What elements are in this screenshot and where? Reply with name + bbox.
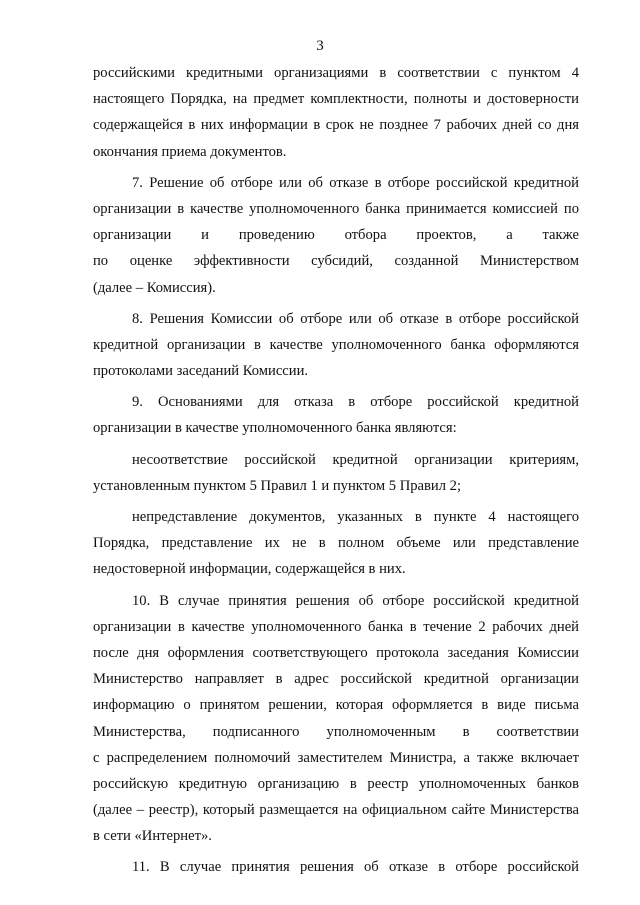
paragraph-p_cont bbox=[93, 60, 579, 165]
document-body bbox=[93, 60, 579, 881]
text-line: 9. Основаниями для отказа в отборе российской кредитной bbox=[132, 394, 579, 411]
text-line: организации и проведению отбора проектов, а также bbox=[93, 227, 579, 244]
text-line: 8. Решения Комиссии об отборе или об отказе в отборе российской bbox=[132, 310, 579, 327]
paragraph-p9b bbox=[93, 504, 579, 583]
text-line: по оценке эффективности субсидий, созданной Министерством bbox=[93, 253, 579, 270]
text-line: Министерство направляет в адрес российской кредитной организации bbox=[93, 671, 579, 688]
text-line: Порядка, представление их не в полном объеме или представление bbox=[93, 535, 579, 552]
text-line: недостоверной информации, содержащейся в них. bbox=[93, 561, 406, 578]
text-line: установленным пунктом 5 Правил 1 и пунктом 5 Правил 2; bbox=[93, 477, 462, 494]
page-number: 3 bbox=[316, 38, 324, 54]
text-line: российскую кредитную организацию в реестр уполномоченных банков bbox=[93, 775, 579, 792]
text-line: кредитной организации в качестве уполномоченного банка оформляются bbox=[93, 336, 579, 353]
text-line: Министерства, подписанного уполномоченным в соответствии bbox=[93, 723, 579, 740]
text-line: настоящего Порядка, на предмет комплектности, полноты и достоверности bbox=[93, 91, 579, 108]
paragraph-p9a bbox=[93, 447, 579, 499]
text-line: содержащейся в них информации в срок не позднее 7 рабочих дней со дня bbox=[93, 117, 579, 134]
text-line: организации в качестве уполномоченного банка в течение 2 рабочих дней bbox=[93, 618, 579, 635]
text-line: с распределением полномочий заместителем Министра, а также включает bbox=[93, 749, 579, 766]
text-line: информацию о принятом решении, которая оформляется в виде письма bbox=[93, 697, 579, 714]
text-line: несоответствие российской кредитной организации критериям, bbox=[132, 451, 579, 468]
text-line: непредставление документов, указанных в пункте 4 настоящего bbox=[132, 509, 579, 525]
paragraph-p8 bbox=[93, 306, 579, 385]
text-line: в сети «Интернет». bbox=[93, 828, 212, 845]
text-line: (далее – Комиссия). bbox=[93, 279, 216, 296]
text-line: окончания приема документов. bbox=[93, 143, 287, 160]
text-line: российскими кредитными организациями в соответствии с пунктом 4 bbox=[93, 65, 579, 81]
paragraph-p10 bbox=[93, 588, 579, 850]
text-line: 10. В случае принятия решения об отборе российской кредитной bbox=[132, 592, 579, 609]
paragraph-p9 bbox=[93, 389, 579, 441]
text-line: организации в качестве уполномоченного банка принимается комиссией по bbox=[93, 200, 579, 217]
paragraph-p11 bbox=[93, 854, 579, 880]
text-line: (далее – реестр), который размещается на официальном сайте Министерства bbox=[93, 802, 579, 819]
text-line: 11. В случае принятия решения об отказе в отборе российской bbox=[132, 859, 579, 876]
text-line: протоколами заседаний Комиссии. bbox=[93, 363, 309, 380]
text-line: 7. Решение об отборе или об отказе в отборе российской кредитной bbox=[132, 174, 579, 191]
paragraph-p7 bbox=[93, 170, 579, 301]
text-line: после дня оформления соответствующего протокола заседания Комиссии bbox=[93, 644, 579, 661]
text-line: организации в качестве уполномоченного банка являются: bbox=[93, 420, 457, 437]
